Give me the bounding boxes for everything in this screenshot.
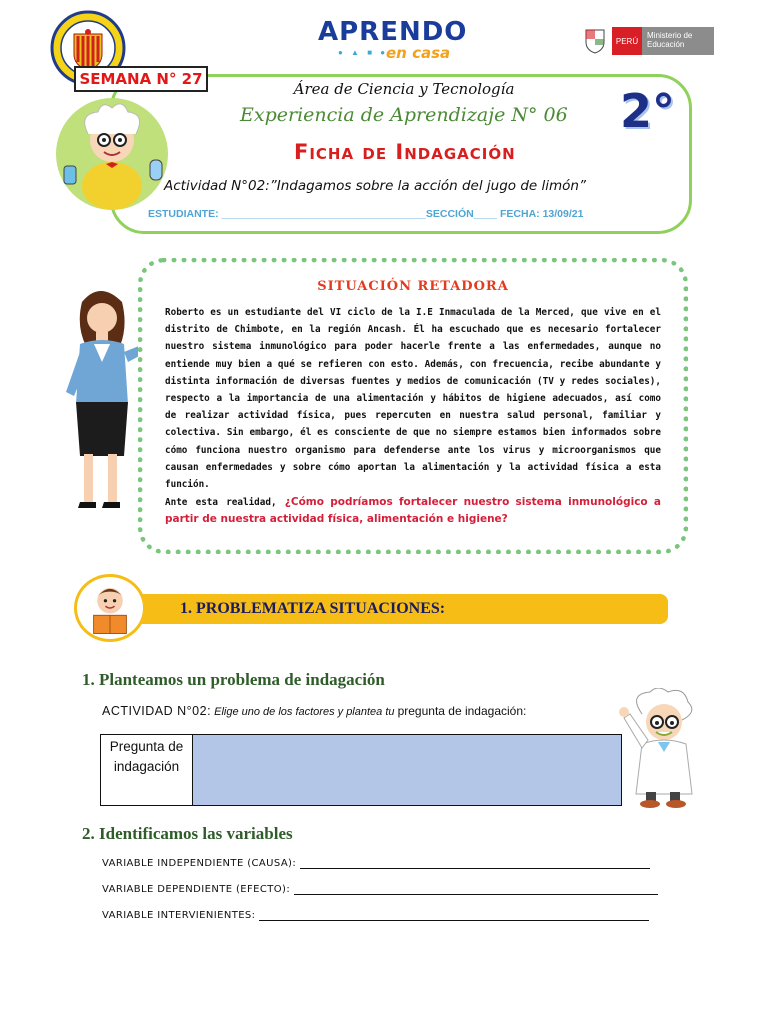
var-intervinientes-label: VARIABLE INTERVIENIENTES: bbox=[102, 910, 256, 921]
var-intervinientes-field[interactable] bbox=[259, 911, 649, 921]
identificamos-heading: 2. Identificamos las variables bbox=[82, 824, 293, 843]
ministry-label: Ministerio de Educación bbox=[642, 27, 714, 55]
var-independiente-row bbox=[102, 858, 650, 869]
var-dependiente-label: VARIABLE DEPENDIENTE (EFECTO): bbox=[102, 884, 291, 895]
situacion-retadora-box bbox=[138, 258, 688, 554]
pregunta-answer-cell[interactable] bbox=[193, 735, 621, 805]
ficha-title: Ficha de Indagación bbox=[294, 140, 516, 164]
activity-instruction-line bbox=[102, 704, 526, 718]
activity-tail: pregunta de indagación: bbox=[397, 704, 527, 718]
dots-decoration-icon: ● ▲ ■ ● bbox=[338, 48, 389, 57]
activity-title: Actividad N°02:”Indagamos sobre la acción del jugo de limón” bbox=[164, 178, 586, 194]
peru-shield-icon bbox=[584, 28, 606, 54]
scientist-cartoon-icon bbox=[52, 94, 172, 212]
reading-child-icon bbox=[74, 574, 146, 642]
situacion-ante: Ante esta realidad, bbox=[165, 497, 285, 509]
situacion-retadora-title: SITUACIÓN RETADORA bbox=[317, 279, 509, 294]
scientist-pointing-icon bbox=[612, 688, 716, 808]
problematiza-label: 1. PROBLEMATIZA SITUACIONES: bbox=[180, 600, 446, 617]
student-info-line: ESTUDIANTE: ___________________________________SECCIÓN____ FECHA: 13/09/21 bbox=[148, 208, 584, 220]
situacion-body: Roberto es un estudiante del VI ciclo de la I.E Inmaculada de la Merced, que vive en el distrito de Chimbote, en la región Ancash. Él ha escuchado que es necesario fortalecer nuestro sistema inmunológico para poder hacerle frente a las enfermedades, aunque no entiende muy bien a qué se refieren con esto. Además, con frecuencia, recibe abundante y distinta información de diversas fuentes y medios de comunicación (TV y redes sociales), respecto a la importancia de una alimentación y hábitos de higiene adecuados, así como de realizar actividad física, pues repercuten en nuestra salud personal, familiar y colectiva. Sin embargo, él es consciente de que no siempre estamos bien informados sobre cómo funciona nuestro organismo para defenderse ante los virus y microorganismos que causan enfermedades y sobre cómo aportan la alimentación y la actividad física a esta función. bbox=[165, 307, 661, 491]
aprendo-text: APRENDO bbox=[318, 17, 468, 47]
situacion-question: ¿Cómo podríamos fortalecer nuestro sistema inmunológico a partir de nuestra actividad física, alimentación e higiene? bbox=[165, 496, 661, 526]
peru-label: PERÚ bbox=[612, 27, 642, 55]
minedu-logo bbox=[584, 26, 724, 56]
var-dependiente-row bbox=[102, 884, 658, 895]
activity-key: ACTIVIDAD N°02: bbox=[102, 704, 212, 718]
activity-instruction: Elige uno de los factores y plantea tu bbox=[211, 706, 398, 718]
semana-badge: SEMANA N° 27 bbox=[74, 66, 208, 92]
area-text: Área de Ciencia y Tecnología bbox=[293, 80, 515, 98]
en-casa-text: en casa bbox=[386, 44, 451, 62]
pregunta-table bbox=[100, 734, 622, 806]
situacion-closing bbox=[165, 494, 661, 528]
var-independiente-label: VARIABLE INDEPENDIENTE (CAUSA): bbox=[102, 858, 297, 869]
experiencia-title: Experiencia de Aprendizaje N° 06 bbox=[240, 104, 568, 126]
var-independiente-field[interactable] bbox=[300, 859, 650, 869]
grade-badge: 2° bbox=[620, 84, 676, 138]
var-intervinientes-row bbox=[102, 910, 649, 921]
pregunta-label: Pregunta de indagación bbox=[101, 735, 193, 805]
var-dependiente-field[interactable] bbox=[294, 885, 658, 895]
aprendo-en-casa-logo bbox=[318, 18, 478, 62]
planteamos-heading: 1. Planteamos un problema de indagación bbox=[82, 670, 385, 689]
